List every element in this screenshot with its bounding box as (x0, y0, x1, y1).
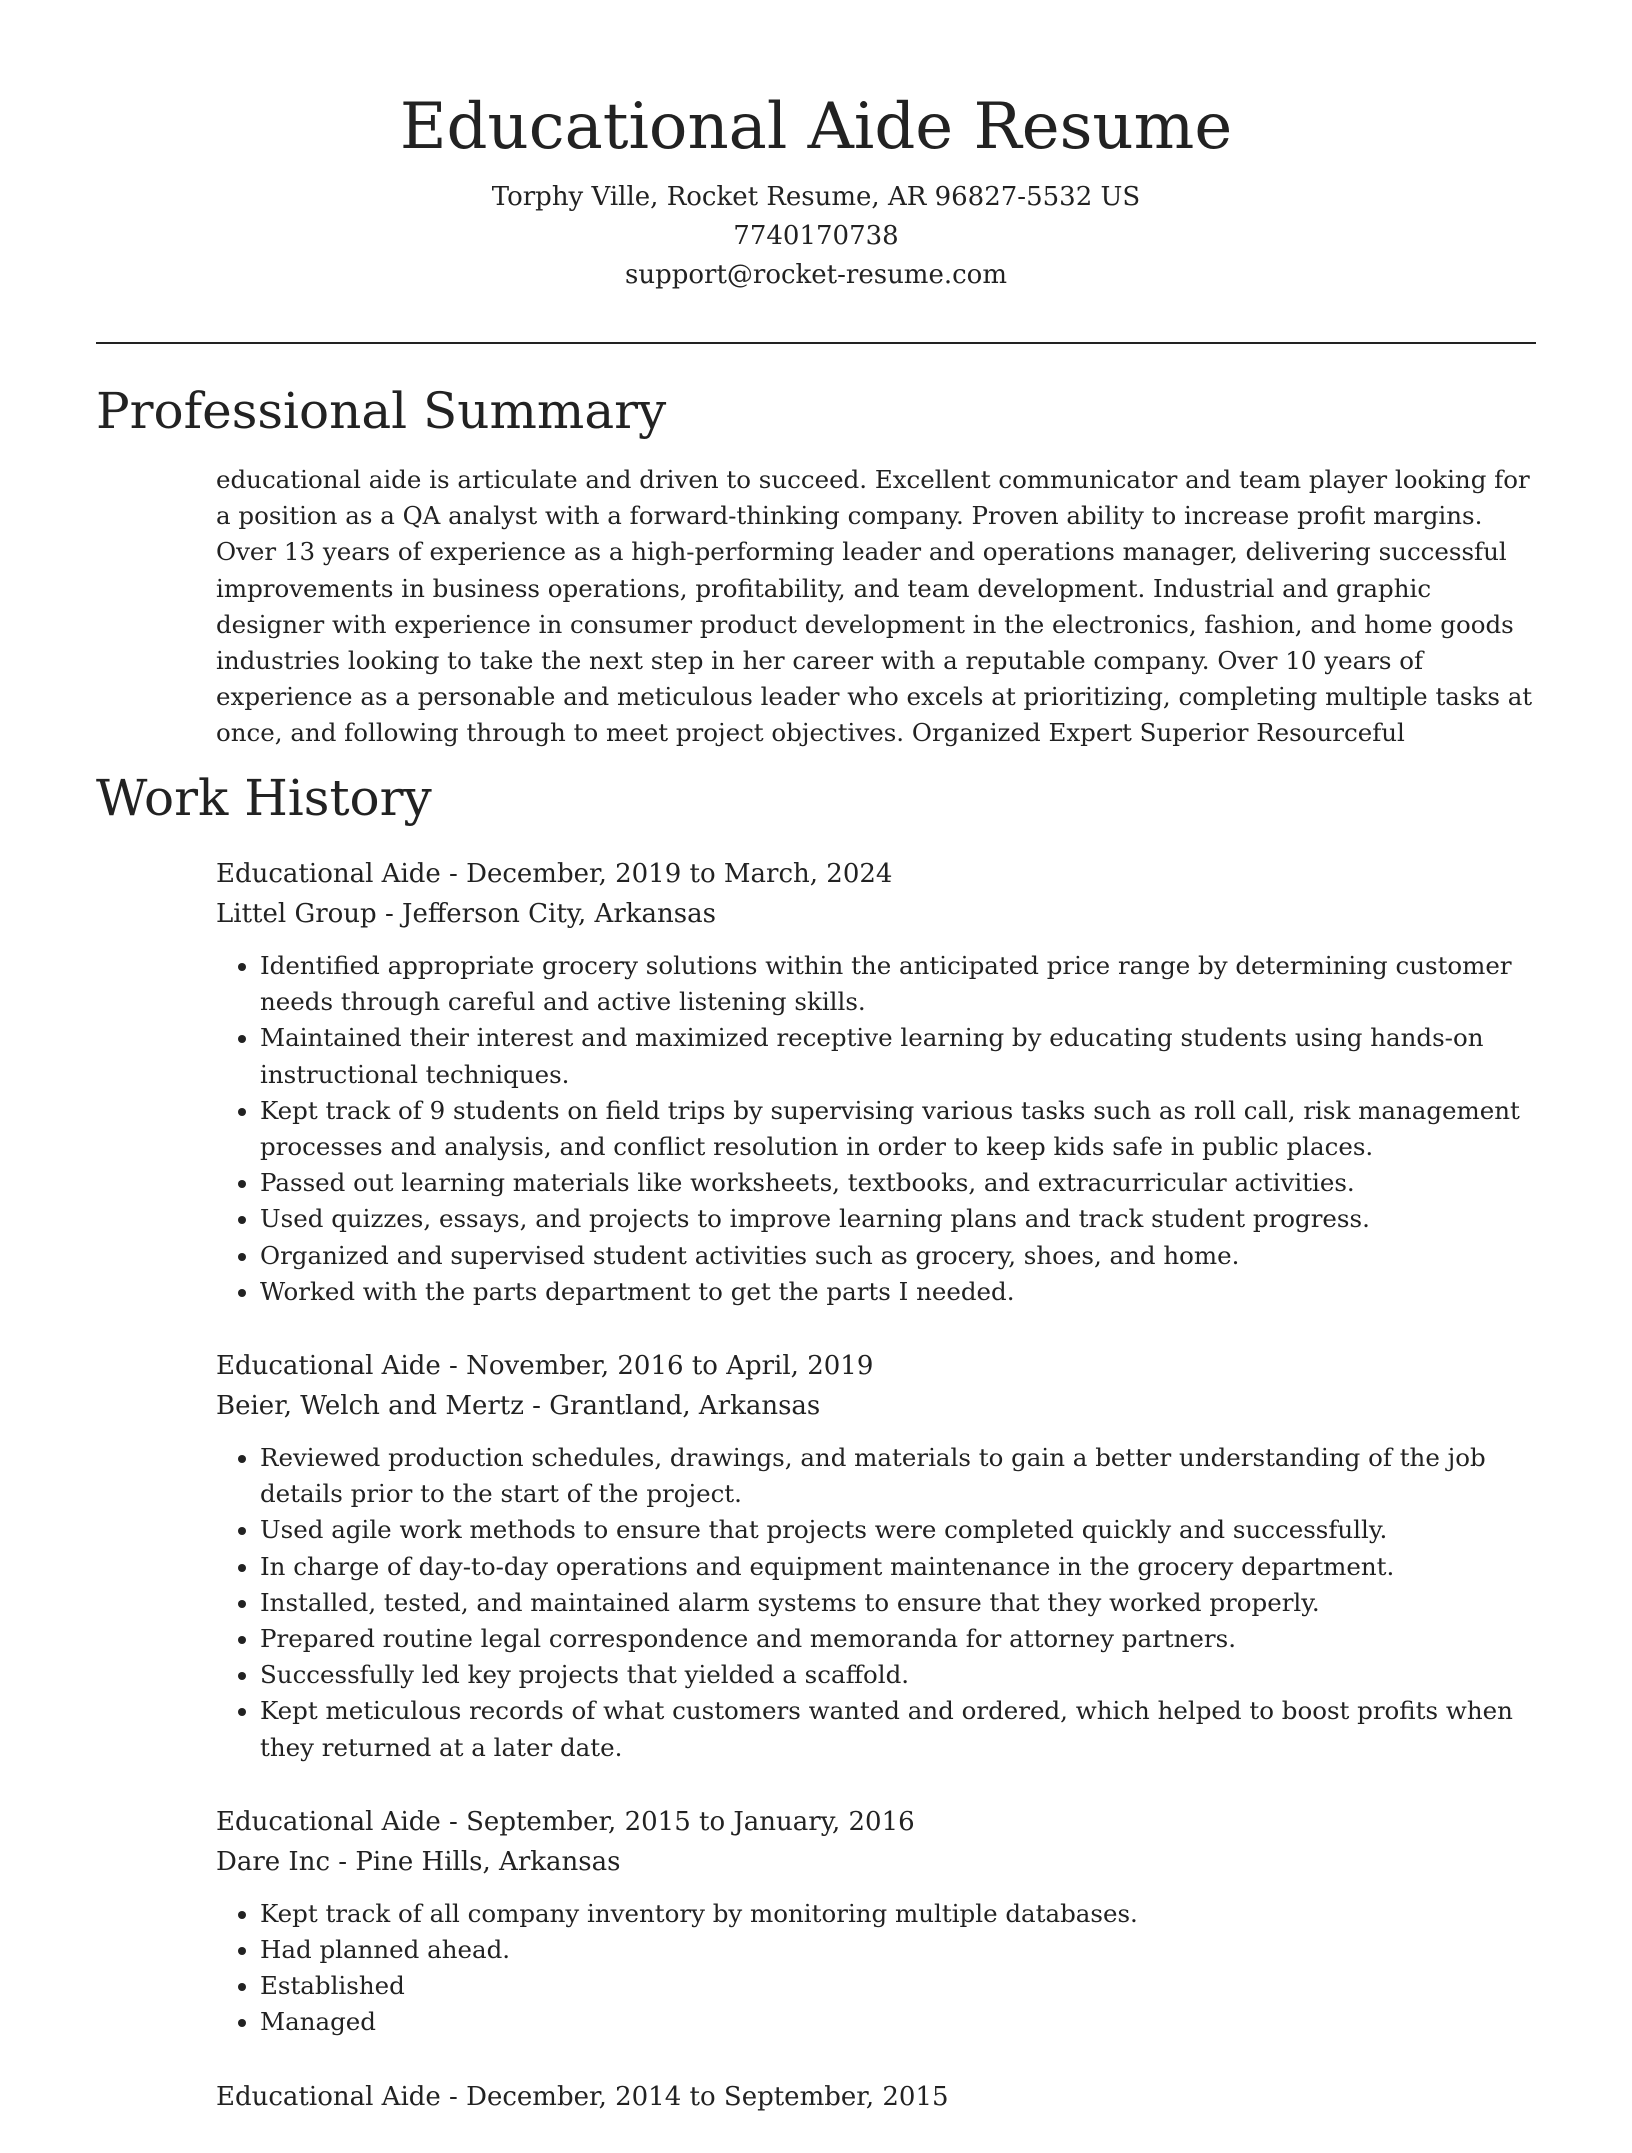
contact-address: Torphy Ville, Rocket Resume, AR 96827-5532 US (491, 182, 1141, 212)
job-bullet-list (216, 1896, 1538, 2041)
summary-text: educational aide is articulate and driven to succeed. Excellent communicator and team player looking for a position as a QA analyst with a forward-thinking company. Proven ability to increase profit margins. Over 13 years of experience as a high-performing leader and operations manager, delivering successful improvements in business operations, profitability, and team development. Industrial and graphic designer with experience in consumer product development in the electronics, fashion, and home goods industries looking to take the next step in her career with a reputable company. Over 10 years of experience as a personable and meticulous leader who excels at prioritizing, completing multiple tasks at once, and following through to meet project objectives. Organized Expert Superior Resourceful (216, 465, 1533, 748)
job-company: Littel Group (216, 899, 377, 929)
job-bullet: • Kept track of 9 students on field trips by supervising various tasks such as roll call, risk management processes and analysis, and conflict resolution in order to keep kids safe in public places. (260, 1093, 1538, 1165)
contact-phone: 7740170738 (733, 221, 899, 251)
job-title: Educational Aide (216, 2081, 441, 2112)
job-dates: September, 2015 to January, 2016 (466, 1806, 915, 1837)
job-title-line (216, 1802, 1538, 1842)
work-history-list (216, 854, 1538, 2153)
job-separator: - (523, 1391, 550, 1422)
job-title-line (216, 854, 1538, 894)
job-title: Educational Aide (216, 859, 441, 889)
job-bullet: • Identified appropriate grocery solutions within the anticipated price range by determining customer needs through careful and active listening skills. (260, 948, 1538, 1020)
job-company-line (216, 1386, 1538, 1426)
job-bullet: • Kept meticulous records of what customers wanted and ordered, which helped to boost profits when they returned at a later date. (260, 1693, 1538, 1765)
job-bullet: • Installed, tested, and maintained alarm systems to ensure that they worked properly. (260, 1585, 1538, 1621)
job-bullet: • Established (260, 1968, 1538, 2004)
job-separator: - (440, 1351, 467, 1382)
job-bullet: • Successfully led key projects that yielded a scaffold. (260, 1657, 1538, 1693)
job-dates: December, 2014 to September, 2015 (466, 2081, 949, 2112)
job-separator: - (330, 1846, 356, 1877)
job-separator: - (440, 2081, 467, 2112)
job-separator: - (376, 899, 403, 929)
job-bullet: • Prepared routine legal correspondence and memoranda for attorney partners. (260, 1621, 1538, 1657)
job-entry (216, 854, 1538, 1310)
job-company: Beier, Welch and Mertz (216, 1391, 524, 1422)
job-title: Educational Aide (216, 1351, 441, 1382)
work-history-heading: Work History (96, 769, 432, 827)
job-bullet: • Had planned ahead. (260, 1932, 1538, 1968)
job-separator: - (440, 1806, 467, 1837)
resume-header (96, 86, 1536, 295)
job-bullet: • Used agile work methods to ensure that projects were completed quickly and successfully. (260, 1512, 1538, 1548)
summary-heading: Professional Summary (96, 382, 667, 440)
job-location: Grantland, Arkansas (549, 1391, 821, 1422)
job-bullet: • Reviewed production schedules, drawings, and materials to gain a better understanding of the job details prior to the start of the project. (260, 1440, 1538, 1512)
resume-title: Educational Aide Resume (399, 90, 1233, 164)
job-entry (216, 1346, 1538, 1766)
job-dates: November, 2016 to April, 2019 (466, 1351, 874, 1382)
job-bullet: • Kept track of all company inventory by monitoring multiple databases. (260, 1896, 1538, 1932)
job-company-line (216, 894, 1538, 934)
job-entry (216, 1802, 1538, 2041)
job-bullet: • Used quizzes, essays, and projects to improve learning plans and track student progress. (260, 1201, 1538, 1237)
job-bullet: • In charge of day-to-day operations and equipment maintenance in the grocery department. (260, 1549, 1538, 1585)
job-company: Dare Inc (216, 1846, 331, 1877)
job-bullet-list (216, 1440, 1538, 1766)
job-title-line (216, 1346, 1538, 1386)
contact-block (96, 178, 1536, 295)
job-bullet: • Organized and supervised student activities such as grocery, shoes, and home. (260, 1238, 1538, 1274)
job-bullet: • Maintained their interest and maximized receptive learning by educating students using hands-on instructional techniques. (260, 1020, 1538, 1092)
job-dates: December, 2019 to March, 2024 (466, 859, 893, 889)
job-bullet: • Managed (260, 2004, 1538, 2040)
job-location: Pine Hills, Arkansas (355, 1846, 621, 1877)
job-bullet-list (216, 948, 1538, 1310)
job-company-line (216, 1842, 1538, 1882)
job-title: Educational Aide (216, 1806, 441, 1837)
job-bullet: • Passed out learning materials like worksheets, textbooks, and extracurricular activities. (260, 1165, 1538, 1201)
header-divider (96, 342, 1536, 344)
job-separator: - (440, 859, 467, 889)
job-location: Jefferson City, Arkansas (402, 899, 716, 929)
job-bullet: • Worked with the parts department to get the parts I needed. (260, 1274, 1538, 1310)
job-title-line (216, 2077, 1538, 2117)
job-entry (216, 2077, 1538, 2117)
contact-email: support@rocket-resume.com (624, 260, 1007, 290)
